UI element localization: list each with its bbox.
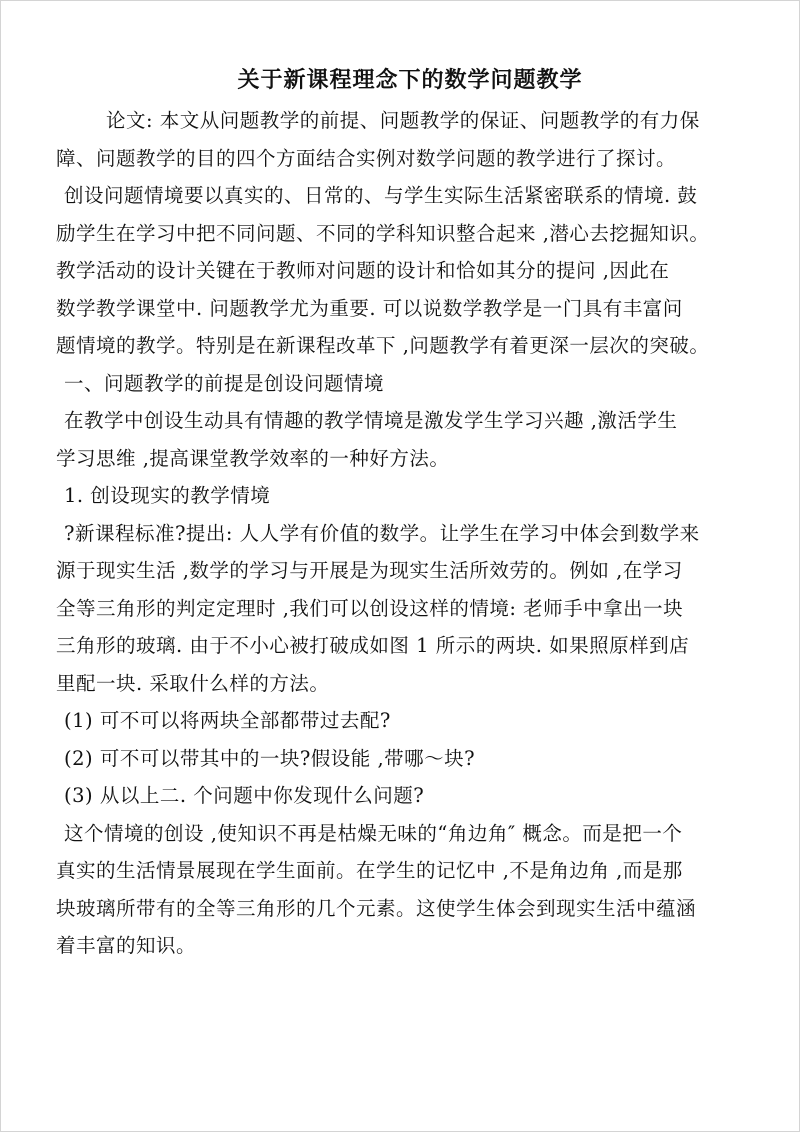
paragraph-line: 着丰富的知识。 <box>56 934 197 957</box>
paragraph-line: 块玻璃所带有的全等三角形的几个元素。这使学生体会到现实生活中蕴涵 <box>56 896 697 920</box>
paragraph-line: 题情境的教学。特别是在新课程改革下 ,问题教学有着更深一层次的突破。 <box>56 334 710 357</box>
paragraph-line: 数学教学课堂中. 问题教学尤为重要. 可以说数学教学是一门具有丰富问 <box>56 296 683 320</box>
paragraph-line: 源于现实生活 ,数学的学习与开展是为现实生活所效劳的。例如 ,在学习 <box>56 559 683 582</box>
paragraph-line: 三角形的玻璃. 由于不小心被打破成如图 1 所示的两块. 如果照原样到店 <box>56 634 690 657</box>
paragraph-line: 这个情境的创设 ,使知识不再是枯燥无味的“角边角″ 概念。而是把一个 <box>64 821 683 845</box>
abstract-line-2: 障、问题教学的目的四个方面结合实例对数学问题的教学进行了探讨。 <box>56 146 677 170</box>
document-body <box>56 62 756 965</box>
question-2: (2) 可不可以带其中的一块?假设能 ,带哪～块? <box>64 746 476 770</box>
paragraph-line: 学习思维 ,提高课堂教学效率的一种好方法。 <box>56 446 450 470</box>
paragraph-line: 在教学中创设生动具有情趣的教学情境是激发学生学习兴趣 ,激活学生 <box>64 409 678 432</box>
subsection-heading-1: 1. 创设现实的教学情境 <box>64 484 271 507</box>
question-3: (3) 从以上二. 个问题中你发现什么问题? <box>64 784 425 807</box>
paragraph-line: ?新课程标准?提出: 人人学有价值的数学。让学生在学习中体会到数学来 <box>64 521 700 545</box>
abstract-line-1: 论文: 本文从问题教学的前提、问题教学的保证、问题教学的有力保 <box>106 109 700 132</box>
paragraph-line: 里配一块. 采取什么样的方法。 <box>56 671 330 695</box>
paragraph-line: 全等三角形的判定定理时 ,我们可以创设这样的情境: 老师手中拿出一块 <box>56 596 684 620</box>
paragraph-line: 创设问题情境要以真实的、日常的、与学生实际生活紧密联系的情境. 鼓 <box>64 184 698 207</box>
paragraph-line: 教学活动的设计关键在于教师对问题的设计和恰如其分的提问 ,因此在 <box>56 259 670 282</box>
document-title: 关于新课程理念下的数学问题教学 <box>237 67 583 93</box>
question-1: (1) 可不可以将两块全部都带过去配? <box>64 709 391 732</box>
section-heading-1: 一、问题教学的前提是创设问题情境 <box>64 371 385 395</box>
paragraph-line: 真实的生活情景展现在学生面前。在学生的记忆中 ,不是角边角 ,而是那 <box>56 859 683 882</box>
paragraph-line: 励学生在学习中把不同问题、不同的学科知识整合起来 ,潜心去挖掘知识。 <box>56 221 710 245</box>
